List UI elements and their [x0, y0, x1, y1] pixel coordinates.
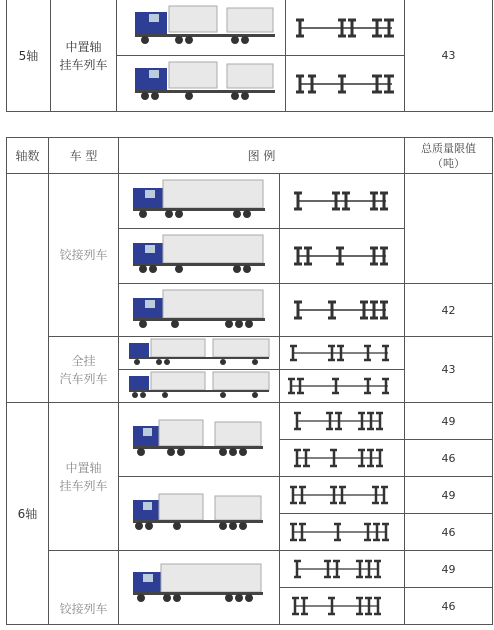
axle-layout-icon: [280, 337, 404, 369]
axle-layout-icon: [280, 551, 404, 587]
header-diagram: 图 例: [119, 138, 405, 174]
weight-limit: 49: [405, 477, 493, 514]
truck-illustration: [119, 284, 280, 337]
axle-diagram: [280, 588, 405, 625]
truck-illustration: [119, 337, 280, 370]
axle-diagram: [280, 551, 405, 588]
axle-layout-icon: [280, 229, 404, 283]
drawbar-truck-icon: [117, 56, 285, 111]
truck-illustration: [119, 403, 280, 477]
axle-diagram: [280, 174, 405, 229]
header-axles: 轴数: [7, 138, 49, 174]
weight-limit-blank: [405, 174, 493, 284]
axle-diagram: [280, 477, 405, 514]
weight-limit: 46: [405, 514, 493, 551]
header-limit: 总质量限值 （吨）: [405, 138, 493, 174]
axle-count-blank: [7, 174, 49, 403]
weight-limit: 43: [405, 0, 493, 112]
axle-diagram: [280, 440, 405, 477]
axle-diagram: [280, 284, 405, 337]
axle-layout-icon: [280, 174, 404, 228]
drawbar-truck-icon: [119, 478, 279, 550]
axle-layout-icon: [280, 588, 404, 624]
weight-limit: 49: [405, 403, 493, 440]
weight-limit: 46: [405, 588, 493, 625]
weight-limit: 46: [405, 440, 493, 477]
table-5-axle: [6, 0, 493, 112]
weight-limit: 49: [405, 551, 493, 588]
axle-layout-icon: [280, 403, 404, 439]
truck-illustration: [117, 56, 286, 112]
vehicle-type-center-axle: 中置轴 挂车列车: [49, 403, 119, 551]
axle-diagram: [280, 370, 405, 403]
truck-illustration: [119, 370, 280, 403]
axle-layout-icon: [280, 440, 404, 476]
vehicle-type-articulated: 铰接列车: [49, 551, 119, 625]
semi-trailer-truck-icon: [119, 284, 279, 336]
semi-trailer-truck-icon: [119, 229, 279, 283]
axle-count-6: 6轴: [7, 403, 49, 625]
truck-illustration: [119, 551, 280, 625]
axle-layout-icon: [280, 284, 404, 336]
table-weight-limits: [6, 137, 493, 625]
full-trailer-truck-icon: [119, 370, 279, 402]
semi-trailer-truck-icon: [119, 552, 279, 624]
axle-diagram: [280, 514, 405, 551]
axle-diagram: [286, 56, 405, 112]
truck-illustration: [117, 0, 286, 56]
semi-trailer-truck-icon: [119, 174, 279, 228]
vehicle-type-full-trailer: 全挂 汽车列车: [49, 337, 119, 403]
vehicle-type-center-axle: 中置轴 挂车列车: [51, 0, 117, 112]
axle-layout-icon: [280, 370, 404, 402]
axle-count-5: 5轴: [7, 0, 51, 112]
axle-layout-icon: [280, 477, 404, 513]
axle-diagram: [286, 0, 405, 56]
axle-diagram: [280, 403, 405, 440]
weight-limit: 42: [405, 284, 493, 337]
axle-layout-icon: [280, 514, 404, 550]
truck-illustration: [119, 477, 280, 551]
truck-illustration: [119, 229, 280, 284]
axle-diagram: [280, 337, 405, 370]
drawbar-truck-icon: [117, 0, 285, 55]
weight-limit: 43: [405, 337, 493, 403]
header-type: 车 型: [49, 138, 119, 174]
full-trailer-truck-icon: [119, 337, 279, 369]
axle-diagram: [280, 229, 405, 284]
axle-layout-icon: [286, 56, 404, 111]
drawbar-truck-icon: [119, 404, 279, 476]
axle-layout-icon: [286, 0, 404, 55]
truck-illustration: [119, 174, 280, 229]
vehicle-type-articulated: 铰接列车: [49, 174, 119, 337]
